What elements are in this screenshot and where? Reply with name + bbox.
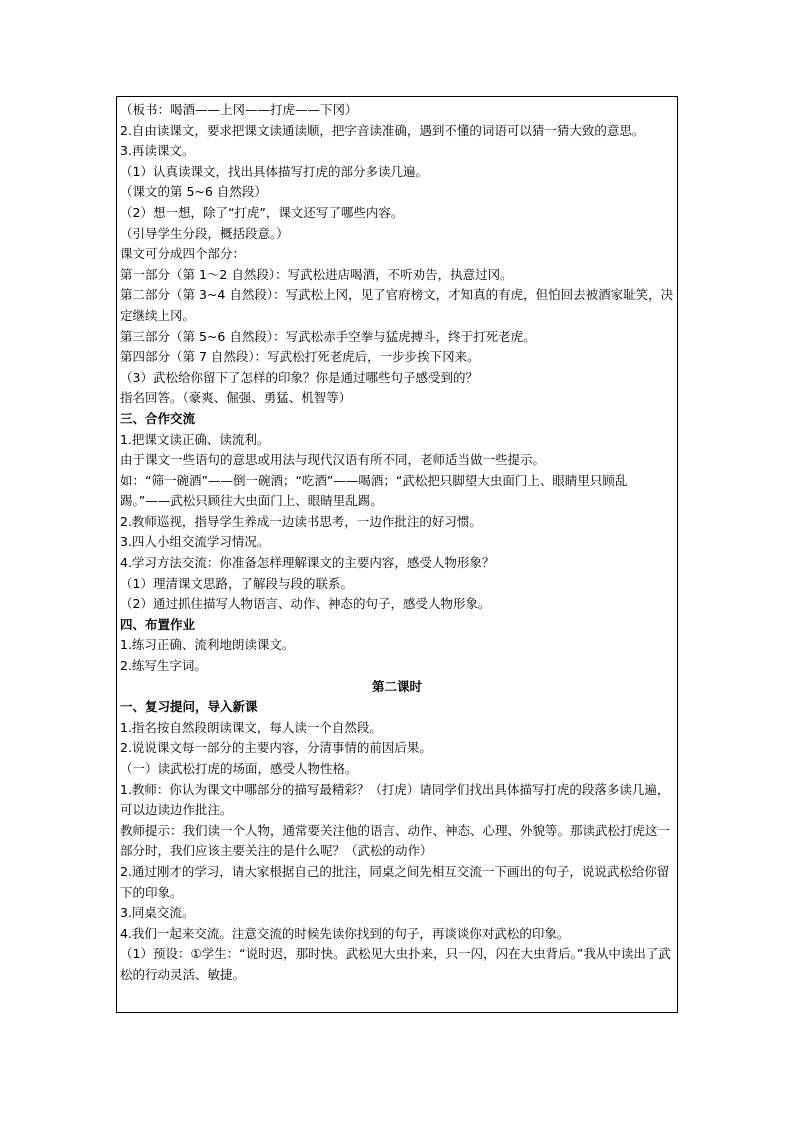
section-heading: 第二课时 — [371, 678, 422, 694]
section-heading: 一、复习提问，导入新课 — [120, 699, 258, 715]
text-line: 指名回答。（豪爽、倔强、勇猛、机智等） — [120, 390, 352, 406]
text-line: 第三部分（第 5~6 自然段）：写武松赤手空拳与猛虎搏斗，终于打死老虎。 — [120, 328, 536, 344]
text-line: 教师提示：我们读一个人物，通常要关注他的语言、动作、神态、心理、外貌等。那读武松打虎这一部分时，我们应该主要关注的是什么呢？（武松的动作） — [120, 822, 671, 859]
text-line: 2.练写生字词。 — [120, 658, 207, 674]
text-line: 1.练习正确、流利地朗读课文。 — [120, 637, 295, 653]
text-line: （1）理清课文思路，了解段与段的联系。 — [120, 575, 353, 591]
text-line: （1）预设：①学生：“说时迟，那时快。武松见大虫扑来，只一闪，闪在大虫背后。”我从中读出了武松的行动灵活、敏捷。 — [120, 946, 671, 982]
text-line: （1）认真读课文，找出具体描写打虎的部分多读几遍。 — [120, 163, 428, 179]
text-line: 1.指名按自然段朗读课文，每人读一个自然段。 — [120, 719, 382, 735]
text-line: （板书：喝酒——上冈——打虎——下冈） — [120, 102, 358, 117]
text-line: （课文的第 5~6 自然段） — [120, 184, 267, 200]
text-line: 课文可分成四个部分： — [120, 246, 246, 262]
text-line: 2.通过刚才的学习，请大家根据自己的批注，同桌之间先相互交流一下画出的句子，说说武松给你留下的印象。 — [120, 863, 670, 900]
section-heading: 四、布置作业 — [120, 616, 196, 632]
text-line: （一）读武松打虎的场面，感受人物性格。 — [120, 761, 358, 776]
section-heading: 三、合作交流 — [120, 410, 196, 426]
text-line: 3.四人小组交流学习情况。 — [120, 534, 270, 550]
lesson-plan-table-cell — [116, 96, 678, 1013]
text-line: 3.再读课文。 — [120, 143, 195, 159]
text-line: （2）想一想，除了“打虎”，课文还写了哪些内容。 — [120, 204, 404, 220]
text-line: 第一部分（第 1～2 自然段）：写武松进店喝酒，不听劝告，执意过冈。 — [120, 266, 513, 282]
text-line: 由于课文一些语句的意思或用法与现代汉语有所不同，老师适当做一些提示。 — [120, 452, 546, 468]
text-line: （3）武松给你留下了怎样的印象？你是通过哪些句子感受到的？ — [120, 369, 478, 385]
text-line: 2.教师巡视，指导学生养成一边读书思考，一边作批注的好习惯。 — [120, 513, 482, 529]
text-line: 第二部分（第 3~4 自然段）：写武松上冈，见了官府榜文，才知真的有虎，但怕回去被酒家耻笑，决定继续上冈。 — [120, 287, 674, 323]
text-line: 3.同桌交流。 — [120, 905, 195, 921]
text-line: 2.自由读课文，要求把课文读通读顺，把字音读准确，遇到不懂的词语可以猜一猜大致的意思。 — [120, 122, 645, 138]
text-line: 4.我们一起来交流。注意交流的时候先读你找到的句子，再谈谈你对武松的印象。 — [120, 925, 570, 941]
text-line: 第四部分（第 7 自然段）：写武松打死老虎后，一步步挨下冈来。 — [120, 349, 480, 365]
text-line: （2）通过抓住描写人物语言、动作、神态的句子，感受人物形象。 — [120, 596, 491, 612]
text-line: 4.学习方法交流：你准备怎样理解课文的主要内容，感受人物形象？ — [120, 555, 495, 571]
text-line: 1.教师：你认为课文中哪部分的描写最精彩？（打虎）请同学们找出具体描写打虎的段落多读几遍，可以边读边作批注。 — [120, 781, 670, 818]
text-line: 2.说说课文每一部分的主要内容，分清事情的前因后果。 — [120, 740, 432, 756]
text-line: 1.把课文读正确、读流利。 — [120, 431, 270, 447]
text-line: （引导学生分段，概括段意。） — [120, 225, 289, 241]
text-line: 如：“筛一碗酒”——倒一碗酒；“吃酒”——喝酒；“武松把只脚望大虫面门上、眼睛里只顾乱踢。”——武松只顾往大虫面门上、眼睛里乱踢。 — [120, 472, 628, 509]
